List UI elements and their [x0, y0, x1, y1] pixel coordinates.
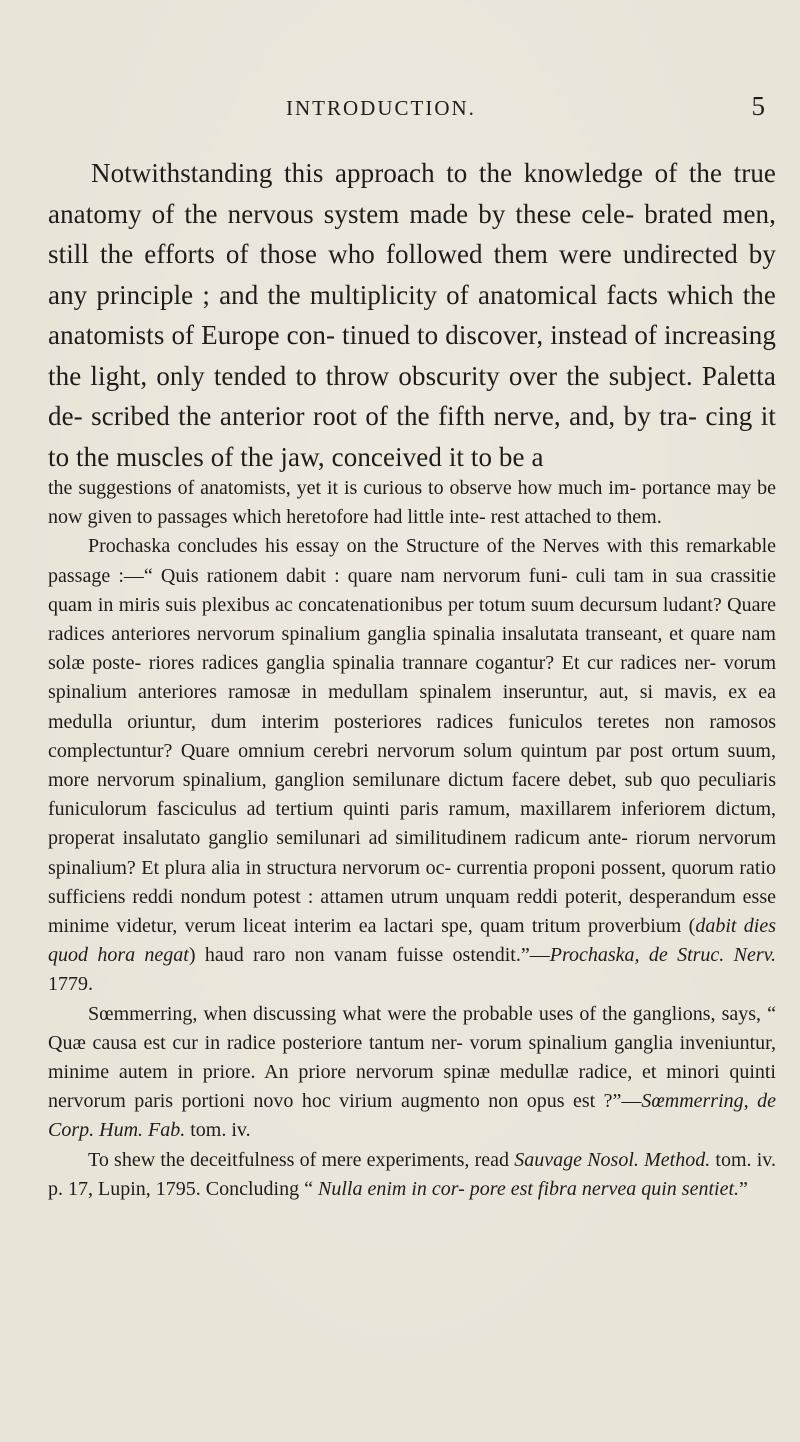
- page-number: 5: [751, 91, 765, 121]
- sauvage-middle: tom. iv. p. 17, Lupin, 1795. Concluding “: [48, 1148, 776, 1200]
- page-header: [48, 88, 768, 128]
- prochaska-citation: Prochaska, de Struc. Nerv.: [549, 944, 777, 967]
- footnote-soemmerring: [48, 1000, 776, 1146]
- soemmerring-tail: tom. iv.: [185, 1119, 251, 1142]
- sauvage-quote: Nulla enim in cor- pore est fibra nervea quin sentiet.: [317, 1177, 739, 1200]
- prochaska-text: Prochaska concludes his essay on the Structure of the Nerves with this remarkable passage :—“ Quis rationem dabit : quare nam nervorum funi- culi tam in sua crassitie quam in miris suis plexibus ac concatenationibus per totum suum decursum ludant? Quare radices anteriores nervorum spinalium ganglia spinalia insalutata transeant, et quare nam solæ poste- riores radices ganglia spinalia trannare cogantur? Et cur radices ner- vorum spinalium anteriores ramosæ in medullam spinalem inseruntur, aut, si mavis, ex ea medulla oriuntur, dum interim posteriores radices funiculos teretes non ramosos complectuntur? Quare omnium cerebri nervorum solum quintum par post ortum suum, more nervorum spinalium, ganglion semilunare dictum facere debet, sub quo peculiaris funiculorum fasciculus ad tertium quinti paris ramum, maxillarem inferiorem dictum, properat insalutato ganglio semilunari ad similitudinem radicum ante- riorum nervorum spinalium? Et plura alia in structura nervorum oc- currentia proponi possent, quorum ratio sufficiens reddi nondum potest : attamen utrum unquam reddi poterit, desperandum esse minime videtur, verum liceat interim ea lactari spe, quam tritum proverbium (: [48, 535, 776, 938]
- proverb: dabit dies quod hora negat: [48, 915, 776, 967]
- running-head: INTRODUCTION.: [286, 96, 476, 120]
- sauvage-text: To shew the deceitfulness of mere experiments, read: [88, 1148, 515, 1171]
- soemmerring-citation: Sœmmerring, de Corp. Hum. Fab.: [48, 1090, 776, 1142]
- footnote-sauvage: [48, 1146, 776, 1204]
- prochaska-year: 1779.: [48, 973, 93, 996]
- sauvage-citation: Sauvage Nosol. Method.: [514, 1148, 711, 1171]
- soemmerring-text: Sœmmerring, when discussing what were the probable uses of the ganglions, says, “ Quæ causa est cur in radice posteriore tantum ner- vorum spinalium ganglia inveniuntur, minime autem in priore. An priore nervorum spinæ medullæ radice, et minori quinti nervorum paris portioni novo hoc virium augmento non opus est ?”—: [48, 1002, 776, 1113]
- proverb-close: ) haud raro non vanam fuisse ostendit.”—: [188, 944, 550, 967]
- footnote-block: [48, 474, 776, 1204]
- main-paragraph: Notwithstanding this approach to the knowledge of the true anatomy of the nervous system made by these cele- brated men, still the efforts of those who followed them were undirected by any principle ; and the multiplicity of anatomical facts which the anatomists of Europe con- tinued to discover, instead of increasing the light, only tended to throw obscurity over the subject. Paletta de- scribed the anterior root of the fifth nerve, and, by tra- cing it to the muscles of the jaw, conceived it to be a: [48, 158, 776, 472]
- sauvage-end: ”: [739, 1177, 748, 1200]
- footnote-continuation: the suggestions of anatomists, yet it is curious to observe how much im- portance may be now given to passages which heretofore had little inte- rest attached to them.: [48, 477, 776, 529]
- footnote-prochaska: [48, 532, 776, 999]
